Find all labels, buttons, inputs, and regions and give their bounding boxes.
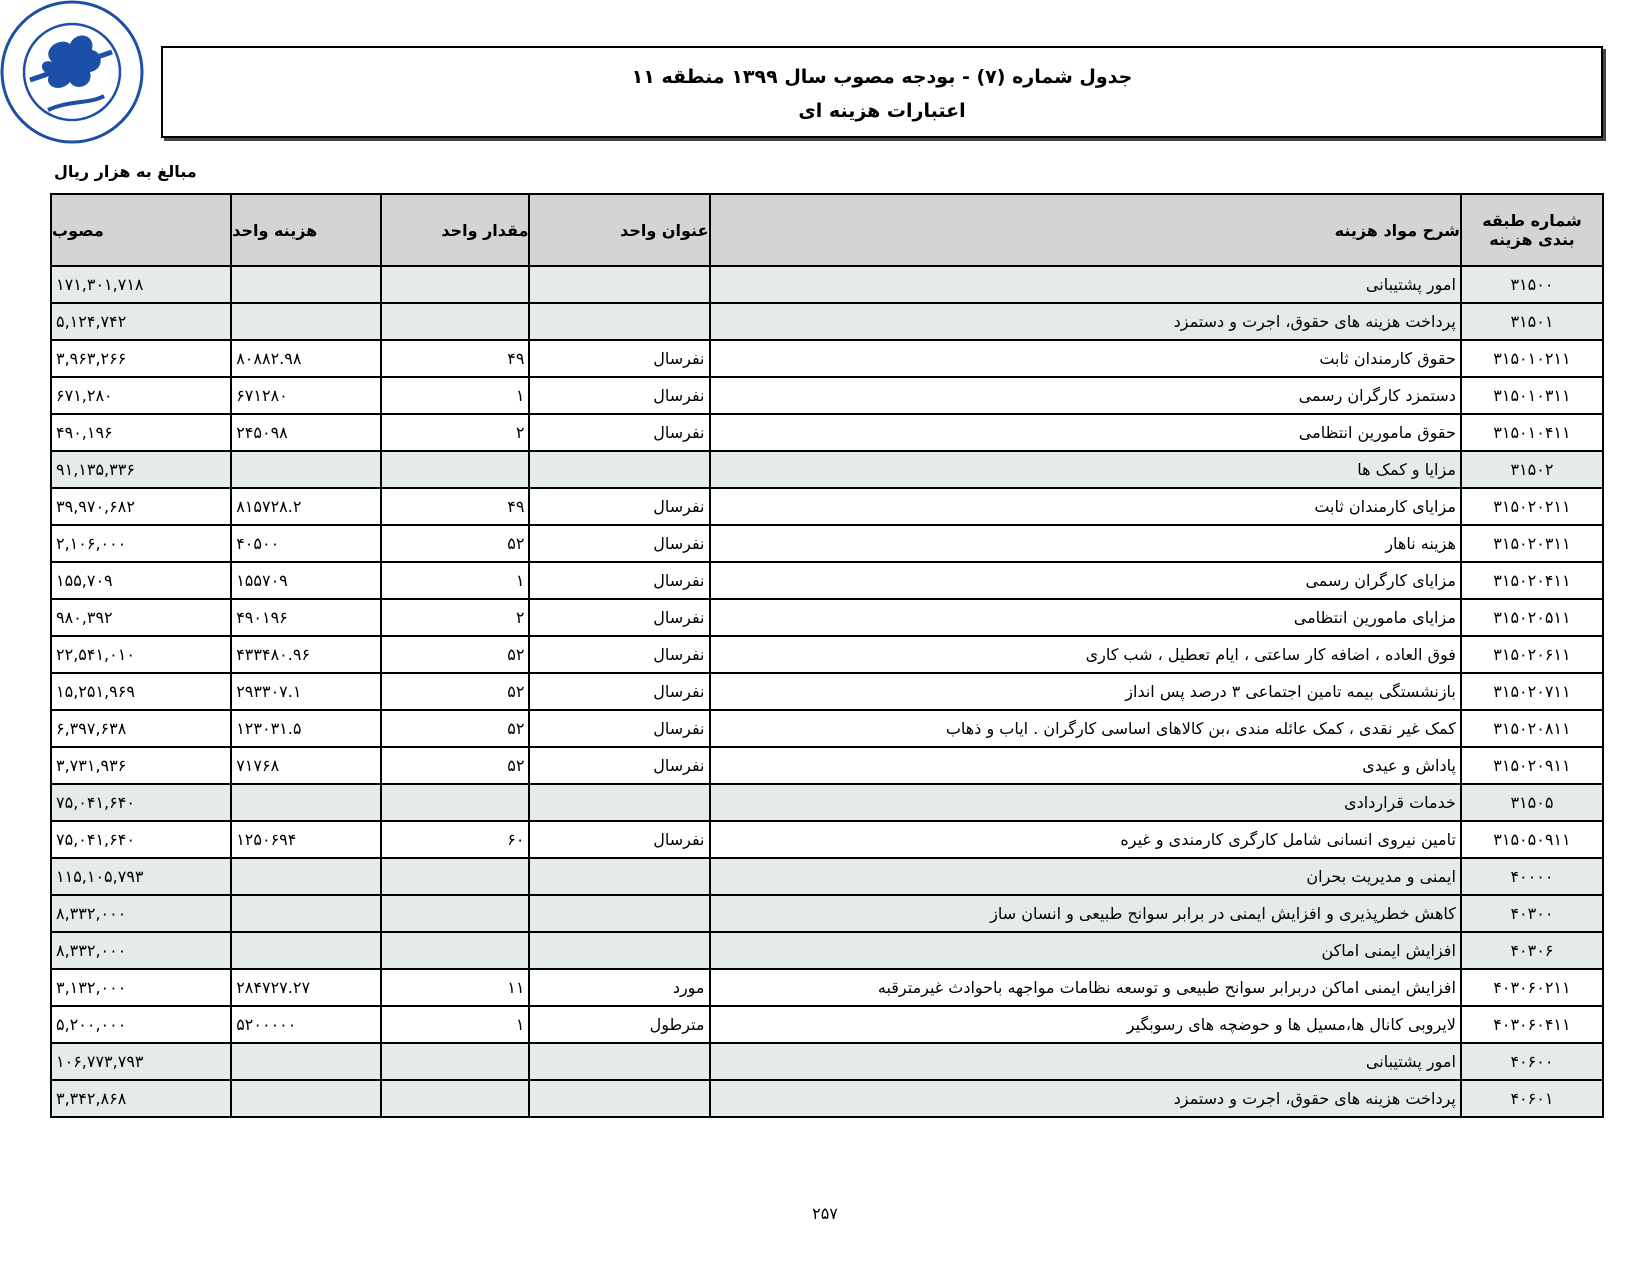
cell-description: مزایای کارمندان ثابت: [710, 488, 1461, 525]
cell-description: خدمات قراردادی: [710, 784, 1461, 821]
cell-unit-title: مترطول: [529, 1006, 709, 1043]
cell-code: ۳۱۵۰۱۰۴۱۱: [1461, 414, 1603, 451]
cell-unit-quantity: ۱: [381, 1006, 530, 1043]
cell-approved: ۹۱,۱۳۵,۳۳۶: [51, 451, 231, 488]
cell-description: مزایای کارگران رسمی: [710, 562, 1461, 599]
table-row: [51, 673, 1603, 710]
table-row: [51, 932, 1603, 969]
cell-description: کمک غیر نقدی ، کمک عائله مندی ،بن کالاهای اساسی کارگران . ایاب و ذهاب: [710, 710, 1461, 747]
column-header-approved: مصوب: [51, 194, 231, 266]
cell-approved: ۴۹۰,۱۹۶: [51, 414, 231, 451]
cell-unit-cost: [231, 303, 381, 340]
cell-approved: ۶۷۱,۲۸۰: [51, 377, 231, 414]
cell-unit-cost: ۴۰۵۰۰: [231, 525, 381, 562]
cell-unit-title: نفرسال: [529, 821, 709, 858]
cell-unit-cost: [231, 451, 381, 488]
cell-code: ۳۱۵۰۱۰۲۱۱: [1461, 340, 1603, 377]
column-header-unit-quantity: مقدار واحد: [381, 194, 530, 266]
cell-code: ۳۱۵۰۵: [1461, 784, 1603, 821]
table-row: [51, 636, 1603, 673]
cell-approved: ۳,۷۳۱,۹۳۶: [51, 747, 231, 784]
table-row: [51, 1080, 1603, 1117]
cell-unit-title: نفرسال: [529, 488, 709, 525]
cell-description: مزایای مامورین انتظامی: [710, 599, 1461, 636]
table-row: [51, 858, 1603, 895]
cell-unit-title: [529, 858, 709, 895]
column-header-unit-cost: هزینه واحد: [231, 194, 381, 266]
cell-unit-title: نفرسال: [529, 673, 709, 710]
cell-unit-title: نفرسال: [529, 599, 709, 636]
table-body: [51, 266, 1603, 1117]
cell-code: ۳۱۵۰۲۰۷۱۱: [1461, 673, 1603, 710]
cell-code: ۴۰۰۰۰: [1461, 858, 1603, 895]
cell-unit-cost: [231, 1080, 381, 1117]
title-box: [161, 46, 1603, 138]
cell-unit-quantity: ۴۹: [381, 488, 530, 525]
cell-unit-title: [529, 895, 709, 932]
cell-unit-title: نفرسال: [529, 562, 709, 599]
table-row: [51, 377, 1603, 414]
table-row: [51, 747, 1603, 784]
cell-unit-title: نفرسال: [529, 747, 709, 784]
table-row: [51, 488, 1603, 525]
cell-code: ۴۰۳۰۰: [1461, 895, 1603, 932]
cell-description: هزینه ناهار: [710, 525, 1461, 562]
cell-approved: ۱۵,۲۵۱,۹۶۹: [51, 673, 231, 710]
cell-unit-cost: ۱۵۵۷۰۹: [231, 562, 381, 599]
cell-unit-cost: [231, 858, 381, 895]
currency-unit-note: مبالغ به هزار ریال: [54, 162, 197, 181]
cell-unit-quantity: ۱۱: [381, 969, 530, 1006]
cell-code: ۳۱۵۰۲۰۵۱۱: [1461, 599, 1603, 636]
cell-approved: ۸,۳۳۲,۰۰۰: [51, 932, 231, 969]
cell-unit-title: نفرسال: [529, 414, 709, 451]
cell-unit-quantity: ۶۰: [381, 821, 530, 858]
cell-approved: ۱۷۱,۳۰۱,۷۱۸: [51, 266, 231, 303]
table-row: [51, 710, 1603, 747]
cell-description: فوق العاده ، اضافه کار ساعتی ، ایام تعطیل ، شب کاری: [710, 636, 1461, 673]
cell-approved: ۵,۱۲۴,۷۴۲: [51, 303, 231, 340]
page-subtitle: اعتبارات هزینه ای: [798, 100, 966, 122]
cell-unit-cost: ۷۱۷۶۸: [231, 747, 381, 784]
cell-unit-quantity: [381, 858, 530, 895]
table-row: [51, 340, 1603, 377]
cell-code: ۳۱۵۰۵۰۹۱۱: [1461, 821, 1603, 858]
column-header-unit-title: عنوان واحد: [529, 194, 709, 266]
cell-description: افزایش ایمنی اماکن دربرابر سوانح طبیعی و توسعه نظامات مواجهه باحوادث غیرمترقبه: [710, 969, 1461, 1006]
cell-unit-cost: [231, 784, 381, 821]
cell-code: ۴۰۳۰۶: [1461, 932, 1603, 969]
cell-unit-quantity: [381, 1080, 530, 1117]
cell-approved: ۷۵,۰۴۱,۶۴۰: [51, 784, 231, 821]
cell-description: تامین نیروی انسانی شامل کارگری کارمندی و غیره: [710, 821, 1461, 858]
cell-unit-title: نفرسال: [529, 340, 709, 377]
column-header-description: شرح مواد هزینه: [710, 194, 1461, 266]
cell-description: حقوق مامورین انتظامی: [710, 414, 1461, 451]
cell-code: ۴۰۳۰۶۰۲۱۱: [1461, 969, 1603, 1006]
table-row: [51, 895, 1603, 932]
cell-description: پاداش و عیدی: [710, 747, 1461, 784]
council-seal-logo: [0, 0, 155, 155]
cell-unit-quantity: [381, 784, 530, 821]
cell-unit-cost: ۲۴۵۰۹۸: [231, 414, 381, 451]
page-number: ۲۵۷: [812, 1204, 838, 1223]
cell-description: کاهش خطرپذیری و افزایش ایمنی در برابر سوانح طبیعی و انسان ساز: [710, 895, 1461, 932]
table-row: [51, 451, 1603, 488]
cell-code: ۳۱۵۰۱: [1461, 303, 1603, 340]
cell-description: افزایش ایمنی اماکن: [710, 932, 1461, 969]
cell-unit-quantity: ۲: [381, 414, 530, 451]
cell-description: حقوق کارمندان ثابت: [710, 340, 1461, 377]
cell-description: امور پشتیبانی: [710, 1043, 1461, 1080]
cell-unit-quantity: ۵۲: [381, 673, 530, 710]
cell-description: امور پشتیبانی: [710, 266, 1461, 303]
table-row: [51, 821, 1603, 858]
cell-approved: ۵,۲۰۰,۰۰۰: [51, 1006, 231, 1043]
cell-unit-title: [529, 1043, 709, 1080]
cell-approved: ۸,۳۳۲,۰۰۰: [51, 895, 231, 932]
table-row: [51, 1006, 1603, 1043]
cell-unit-title: نفرسال: [529, 710, 709, 747]
table-row: [51, 562, 1603, 599]
cell-unit-cost: ۱۲۵۰۶۹۴: [231, 821, 381, 858]
cell-unit-quantity: [381, 895, 530, 932]
cell-unit-cost: ۴۹۰۱۹۶: [231, 599, 381, 636]
cell-code: ۳۱۵۰۲۰۲۱۱: [1461, 488, 1603, 525]
cell-code: ۳۱۵۰۱۰۳۱۱: [1461, 377, 1603, 414]
cell-approved: ۱۰۶,۷۷۳,۷۹۳: [51, 1043, 231, 1080]
cell-unit-title: [529, 1080, 709, 1117]
cell-unit-quantity: ۵۲: [381, 525, 530, 562]
cell-approved: ۶,۳۹۷,۶۳۸: [51, 710, 231, 747]
cell-approved: ۹۸۰,۳۹۲: [51, 599, 231, 636]
table-row: [51, 969, 1603, 1006]
cell-unit-title: [529, 451, 709, 488]
cell-code: ۳۱۵۰۲۰۳۱۱: [1461, 525, 1603, 562]
cell-unit-cost: ۵۲۰۰۰۰۰: [231, 1006, 381, 1043]
column-header-code: شماره طبقه بندی هزینه: [1461, 194, 1603, 266]
cell-unit-quantity: ۱: [381, 377, 530, 414]
cell-approved: ۲۲,۵۴۱,۰۱۰: [51, 636, 231, 673]
cell-unit-cost: ۸۰۸۸۲.۹۸: [231, 340, 381, 377]
cell-approved: ۲,۱۰۶,۰۰۰: [51, 525, 231, 562]
cell-unit-cost: ۲۹۳۳۰۷.۱: [231, 673, 381, 710]
cell-code: ۳۱۵۰۲۰۴۱۱: [1461, 562, 1603, 599]
cell-approved: ۳,۱۳۲,۰۰۰: [51, 969, 231, 1006]
cell-description: دستمزد کارگران رسمی: [710, 377, 1461, 414]
cell-approved: ۳,۳۴۲,۸۶۸: [51, 1080, 231, 1117]
table-row: [51, 784, 1603, 821]
table-row: [51, 303, 1603, 340]
cell-unit-quantity: [381, 451, 530, 488]
cell-unit-title: مورد: [529, 969, 709, 1006]
cell-description: لایروبی کانال ها،مسیل ها و حوضچه های رسوبگیر: [710, 1006, 1461, 1043]
cell-unit-title: [529, 932, 709, 969]
table-row: [51, 525, 1603, 562]
cell-code: ۴۰۳۰۶۰۴۱۱: [1461, 1006, 1603, 1043]
cell-unit-cost: [231, 266, 381, 303]
cell-approved: ۳۹,۹۷۰,۶۸۲: [51, 488, 231, 525]
cell-unit-quantity: ۵۲: [381, 710, 530, 747]
cell-unit-cost: ۸۱۵۷۲۸.۲: [231, 488, 381, 525]
cell-unit-title: [529, 784, 709, 821]
cell-code: ۳۱۵۰۲: [1461, 451, 1603, 488]
cell-unit-quantity: ۵۲: [381, 747, 530, 784]
cell-description: مزایا و کمک ها: [710, 451, 1461, 488]
cell-code: ۳۱۵۰۲۰۶۱۱: [1461, 636, 1603, 673]
table-row: [51, 1043, 1603, 1080]
cell-unit-quantity: [381, 266, 530, 303]
cell-code: ۴۰۶۰۱: [1461, 1080, 1603, 1117]
cell-unit-title: نفرسال: [529, 636, 709, 673]
cell-approved: ۷۵,۰۴۱,۶۴۰: [51, 821, 231, 858]
budget-table: [50, 193, 1604, 1118]
table-row: [51, 266, 1603, 303]
cell-unit-quantity: [381, 1043, 530, 1080]
cell-description: بازنشستگی بیمه تامین اجتماعی ۳ درصد پس انداز: [710, 673, 1461, 710]
table-row: [51, 599, 1603, 636]
cell-unit-quantity: ۱: [381, 562, 530, 599]
table-row: [51, 414, 1603, 451]
cell-description: ایمنی و مدیریت بحران: [710, 858, 1461, 895]
cell-unit-title: [529, 266, 709, 303]
page-title: جدول شماره (۷) - بودجه مصوب سال ۱۳۹۹ منطقه ۱۱: [631, 66, 1133, 88]
cell-approved: ۱۵۵,۷۰۹: [51, 562, 231, 599]
cell-code: ۳۱۵۰۲۰۹۱۱: [1461, 747, 1603, 784]
table-header-row: [51, 194, 1603, 266]
cell-unit-cost: ۲۸۴۷۲۷.۲۷: [231, 969, 381, 1006]
cell-code: ۳۱۵۰۰: [1461, 266, 1603, 303]
cell-unit-quantity: ۲: [381, 599, 530, 636]
cell-unit-quantity: ۴۹: [381, 340, 530, 377]
cell-unit-quantity: [381, 932, 530, 969]
cell-code: ۴۰۶۰۰: [1461, 1043, 1603, 1080]
cell-unit-cost: [231, 932, 381, 969]
cell-unit-cost: ۴۳۳۴۸۰.۹۶: [231, 636, 381, 673]
cell-description: پرداخت هزینه های حقوق، اجرت و دستمزد: [710, 303, 1461, 340]
cell-description: پرداخت هزینه های حقوق، اجرت و دستمزد: [710, 1080, 1461, 1117]
cell-unit-title: نفرسال: [529, 525, 709, 562]
cell-unit-quantity: [381, 303, 530, 340]
cell-unit-quantity: ۵۲: [381, 636, 530, 673]
cell-code: ۳۱۵۰۲۰۸۱۱: [1461, 710, 1603, 747]
cell-unit-title: نفرسال: [529, 377, 709, 414]
cell-unit-title: [529, 303, 709, 340]
cell-approved: ۳,۹۶۳,۲۶۶: [51, 340, 231, 377]
cell-approved: ۱۱۵,۱۰۵,۷۹۳: [51, 858, 231, 895]
cell-unit-cost: [231, 1043, 381, 1080]
cell-unit-cost: ۱۲۳۰۳۱.۵: [231, 710, 381, 747]
cell-unit-cost: ۶۷۱۲۸۰: [231, 377, 381, 414]
cell-unit-cost: [231, 895, 381, 932]
